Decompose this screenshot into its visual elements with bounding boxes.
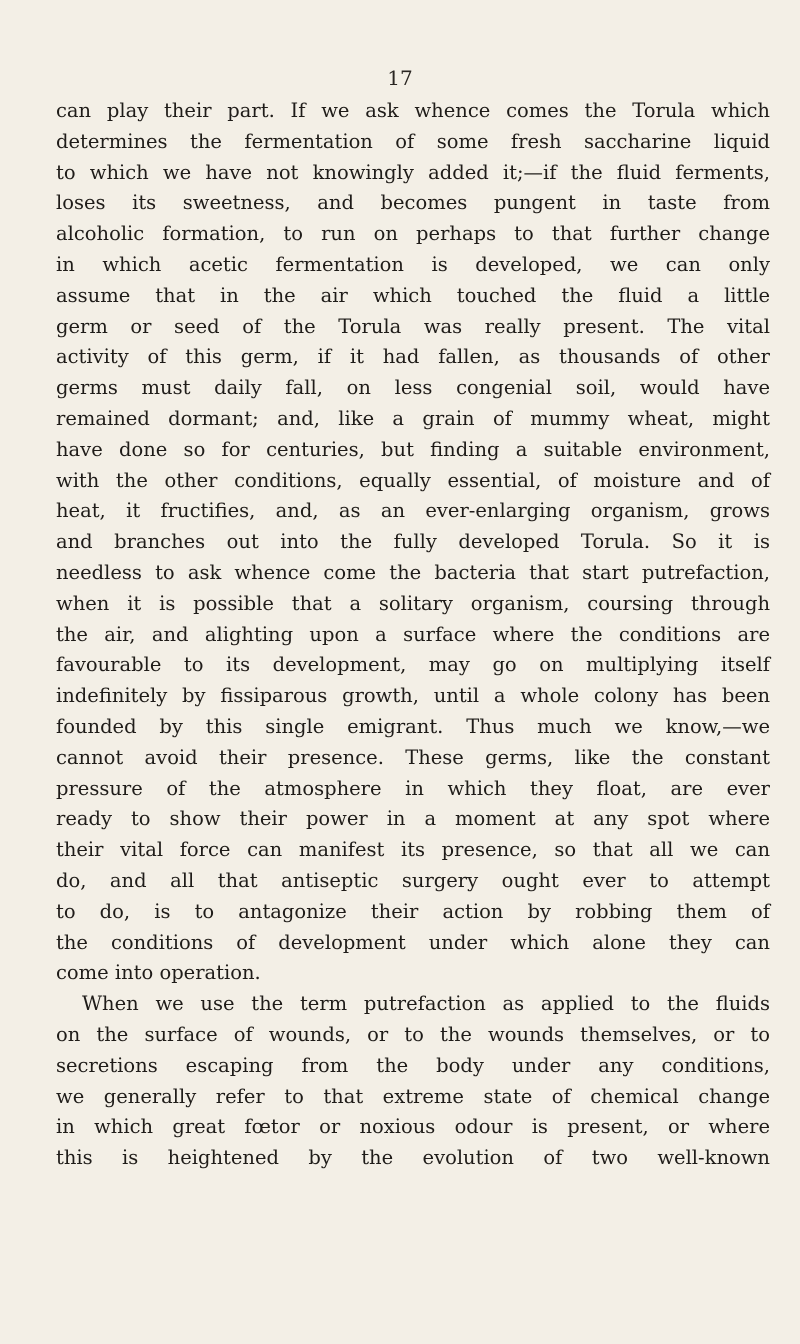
text-line: favourable to its development, may go on multiplying itself xyxy=(56,653,770,677)
text-line: cannot avoid their presence. These germs, like the constant xyxy=(56,745,770,769)
text-line: activity of this germ, if it had fallen, as thousands of other xyxy=(56,345,770,369)
text-line: when it is possible that a solitary organism, coursing through xyxy=(56,591,770,615)
text-line: loses its sweetness, and becomes pungent in taste from xyxy=(56,191,770,215)
text-line: their vital force can manifest its presence, so that all we can xyxy=(56,838,770,862)
text-line: can play their part. If we ask whence comes the Torula which xyxy=(56,99,770,122)
text-line: When we use the term putrefaction as applied to the fluids xyxy=(82,992,770,1016)
body-text xyxy=(56,96,770,1174)
text-line: have done so for centuries, but finding a suitable environment, xyxy=(56,437,770,461)
text-line: founded by this single emigrant. Thus much we know,—we xyxy=(56,714,770,738)
text-line: on the surface of wounds, or to the wounds themselves, or to xyxy=(56,1022,770,1046)
text-line: determines the fermentation of some fresh saccharine liquid xyxy=(56,129,770,153)
text-line: heat, it fructifies, and, as an ever-enlarging organism, grows xyxy=(56,499,770,523)
text-line: to do, is to antagonize their action by robbing them of xyxy=(56,899,770,923)
text-line: needless to ask whence come the bacteria that start putrefaction, xyxy=(56,560,770,584)
text-line: in which acetic fermentation is developed, we can only xyxy=(56,252,770,276)
page-number: 17 xyxy=(387,66,413,90)
text-line: secretions escaping from the body under any conditions, xyxy=(56,1053,770,1077)
text-line: we generally refer to that extreme state of chemical change xyxy=(56,1084,770,1108)
text-line: alcoholic formation, to run on perhaps to that further change xyxy=(56,222,770,246)
text-line: this is heightened by the evolution of two well-known xyxy=(56,1146,770,1170)
text-line: in which great fœtor or noxious odour is present, or where xyxy=(56,1115,770,1139)
text-line: come into operation. xyxy=(56,961,261,985)
text-line: and branches out into the fully developed Torula. So it is xyxy=(56,530,770,554)
text-line: assume that in the air which touched the fluid a little xyxy=(56,283,770,307)
text-line: to which we have not knowingly added it;—if the fluid ferments, xyxy=(56,160,770,184)
text-line: pressure of the atmosphere in which they float, are ever xyxy=(56,776,770,800)
text-line: germs must daily fall, on less congenial soil, would have xyxy=(56,376,770,400)
text-line: do, and all that antiseptic surgery ought ever to attempt xyxy=(56,868,770,892)
text-line: germ or seed of the Torula was really present. The vital xyxy=(56,314,770,338)
text-line: ready to show their power in a moment at any spot where xyxy=(56,807,770,831)
text-line: the air, and alighting upon a surface where the conditions are xyxy=(56,622,770,646)
text-line: with the other conditions, equally essential, of moisture and of xyxy=(56,468,770,492)
text-line: the conditions of development under which alone they can xyxy=(56,930,770,954)
text-line: indefinitely by fissiparous growth, until a whole colony has been xyxy=(56,684,770,708)
text-line: remained dormant; and, like a grain of mummy wheat, might xyxy=(56,406,770,430)
